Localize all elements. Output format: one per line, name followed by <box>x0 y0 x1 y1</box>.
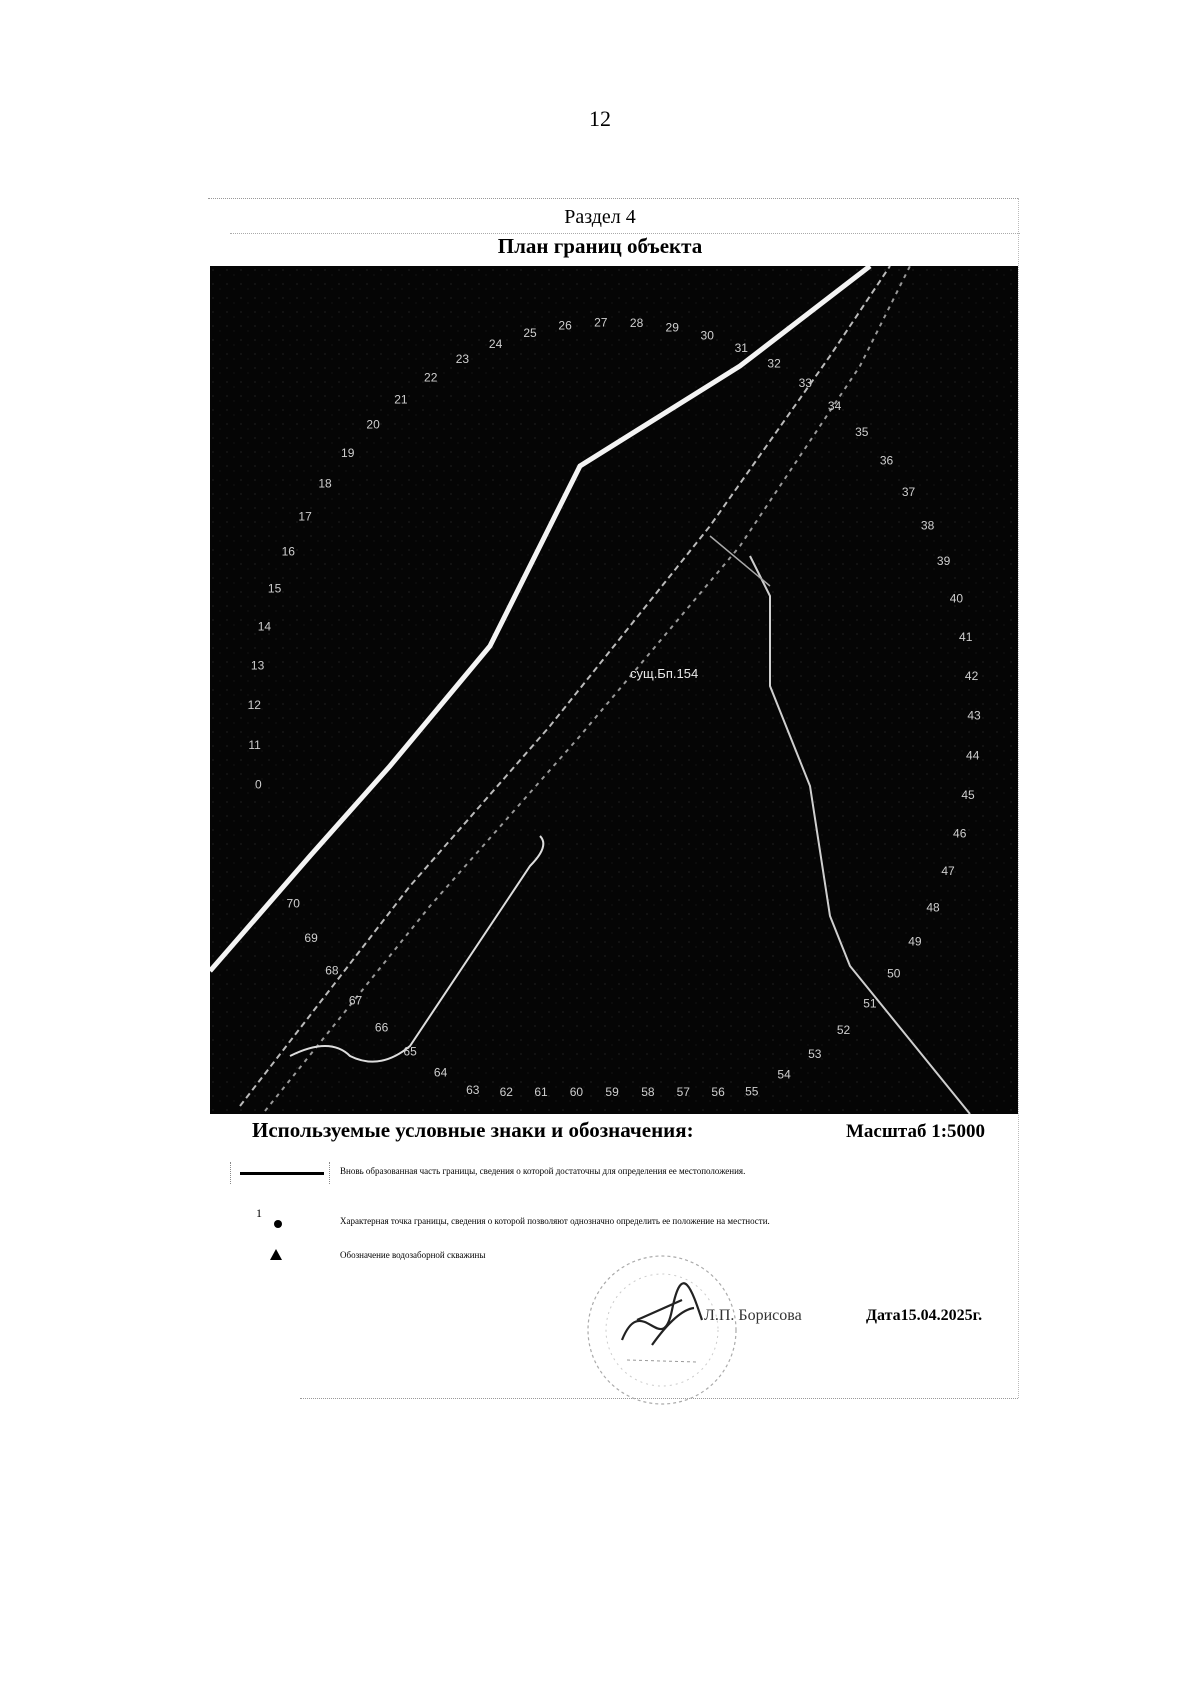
boundary-point-label: 70 <box>286 896 300 911</box>
boundary-point-label: 44 <box>966 748 980 763</box>
boundary-point-label: 52 <box>836 1023 851 1038</box>
seal-and-signature <box>582 1250 742 1410</box>
boundary-point-label: 68 <box>325 963 339 978</box>
line-icon <box>230 1162 350 1186</box>
boundary-point-label: 38 <box>920 518 935 533</box>
boundary-plan-map <box>210 266 1018 1114</box>
boundary-point-label: 32 <box>767 356 781 371</box>
boundary-point-label: 40 <box>949 591 964 606</box>
scale-label: Масштаб 1:5000 <box>846 1121 986 1142</box>
boundary-point-label: 59 <box>605 1085 619 1099</box>
boundary-point-label: 24 <box>488 337 503 352</box>
boundary-point-label: 49 <box>908 934 922 949</box>
boundary-point-label: 34 <box>827 398 842 413</box>
signature-date: Дата15.04.2025г. <box>866 1307 983 1324</box>
signer-name: Л.П. Борисова <box>704 1307 802 1324</box>
boundary-point-label: 16 <box>281 544 295 559</box>
frame-top-border <box>208 198 1018 199</box>
boundary-point-label: 47 <box>941 864 955 879</box>
boundary-point-label: 36 <box>879 453 894 468</box>
boundary-point-label: 21 <box>394 392 408 407</box>
legend-title: Используемые условные знаки и обозначения: <box>252 1118 694 1142</box>
object-label: сущ.Бп.154 <box>630 666 699 681</box>
boundary-point-label: 15 <box>267 581 282 596</box>
legend-point-number: 1 <box>256 1206 262 1220</box>
boundary-point-label: 60 <box>569 1085 584 1099</box>
legend-item-boundary-line <box>230 1162 990 1186</box>
boundary-point-label: 39 <box>936 554 951 569</box>
boundary-point-label: 66 <box>374 1020 389 1035</box>
point-icon <box>230 1206 350 1236</box>
boundary-point-label: 12 <box>247 698 261 713</box>
boundary-point-label: 28 <box>629 315 644 330</box>
boundary-point-label: 63 <box>466 1082 480 1097</box>
boundary-point-label: 23 <box>455 352 470 367</box>
boundary-point-label: 61 <box>534 1085 548 1099</box>
boundary-point-label: 43 <box>967 708 981 723</box>
boundary-point-label: 64 <box>433 1065 448 1080</box>
boundary-point-label: 67 <box>348 993 363 1008</box>
boundary-point-label: 56 <box>711 1085 725 1099</box>
boundary-point-label: 42 <box>964 669 979 683</box>
legend-item-text: Вновь образованная часть границы, сведения о которой достаточны для определения ее местоположения. <box>340 1166 746 1176</box>
boundary-point-label: 11 <box>248 738 261 752</box>
boundary-point-label: 26 <box>558 318 572 333</box>
well-triangle-icon <box>230 1246 350 1270</box>
boundary-point-label: 35 <box>855 424 869 439</box>
boundary-point-label: 69 <box>304 931 318 946</box>
boundary-point-label: 57 <box>676 1085 690 1099</box>
boundary-point-label: 62 <box>499 1085 513 1099</box>
boundary-point-label: 65 <box>403 1044 417 1059</box>
boundary-point-label: 17 <box>298 509 312 524</box>
boundary-point-label: 13 <box>250 658 265 673</box>
boundary-point-label: 58 <box>641 1085 655 1099</box>
legend-item-text: Обозначение водозаборной скважины <box>340 1250 486 1260</box>
boundary-point-label: 46 <box>953 826 967 841</box>
legend-item-boundary-point <box>230 1206 990 1236</box>
boundary-point-label: 53 <box>808 1047 822 1061</box>
boundary-point-label: 31 <box>734 340 748 355</box>
boundary-point-label: 30 <box>700 328 714 343</box>
frame-right-border <box>1018 198 1019 1398</box>
boundary-point-label: 18 <box>318 476 332 491</box>
boundary-point-label: 54 <box>777 1067 791 1082</box>
boundary-point-label: 55 <box>745 1084 759 1099</box>
legend-item-text: Характерная точка границы, сведения о которой позволяют однозначно определить ее положение на местности. <box>340 1216 770 1226</box>
boundary-point-label: 14 <box>257 619 272 634</box>
boundary-point-label: 22 <box>424 370 438 385</box>
boundary-point-label: 50 <box>887 966 901 981</box>
boundary-point-label: 19 <box>341 445 355 460</box>
boundary-point-label: 20 <box>366 417 380 432</box>
boundary-point-label: 41 <box>959 629 973 644</box>
page-number: 12 <box>589 106 611 131</box>
boundary-point-label: 33 <box>798 376 812 391</box>
section-label: Раздел 4 <box>564 206 636 228</box>
boundary-point-label: 51 <box>863 996 877 1011</box>
boundary-point-label: 0 <box>255 777 262 792</box>
boundary-point-label: 25 <box>523 326 537 341</box>
plan-title: План границ объекта <box>497 234 703 258</box>
boundary-point-label: 37 <box>901 485 916 499</box>
boundary-point-label: 48 <box>926 900 940 915</box>
boundary-point-label: 29 <box>665 320 679 335</box>
boundary-point-label: 27 <box>594 315 608 330</box>
boundary-point-label: 45 <box>961 787 975 802</box>
